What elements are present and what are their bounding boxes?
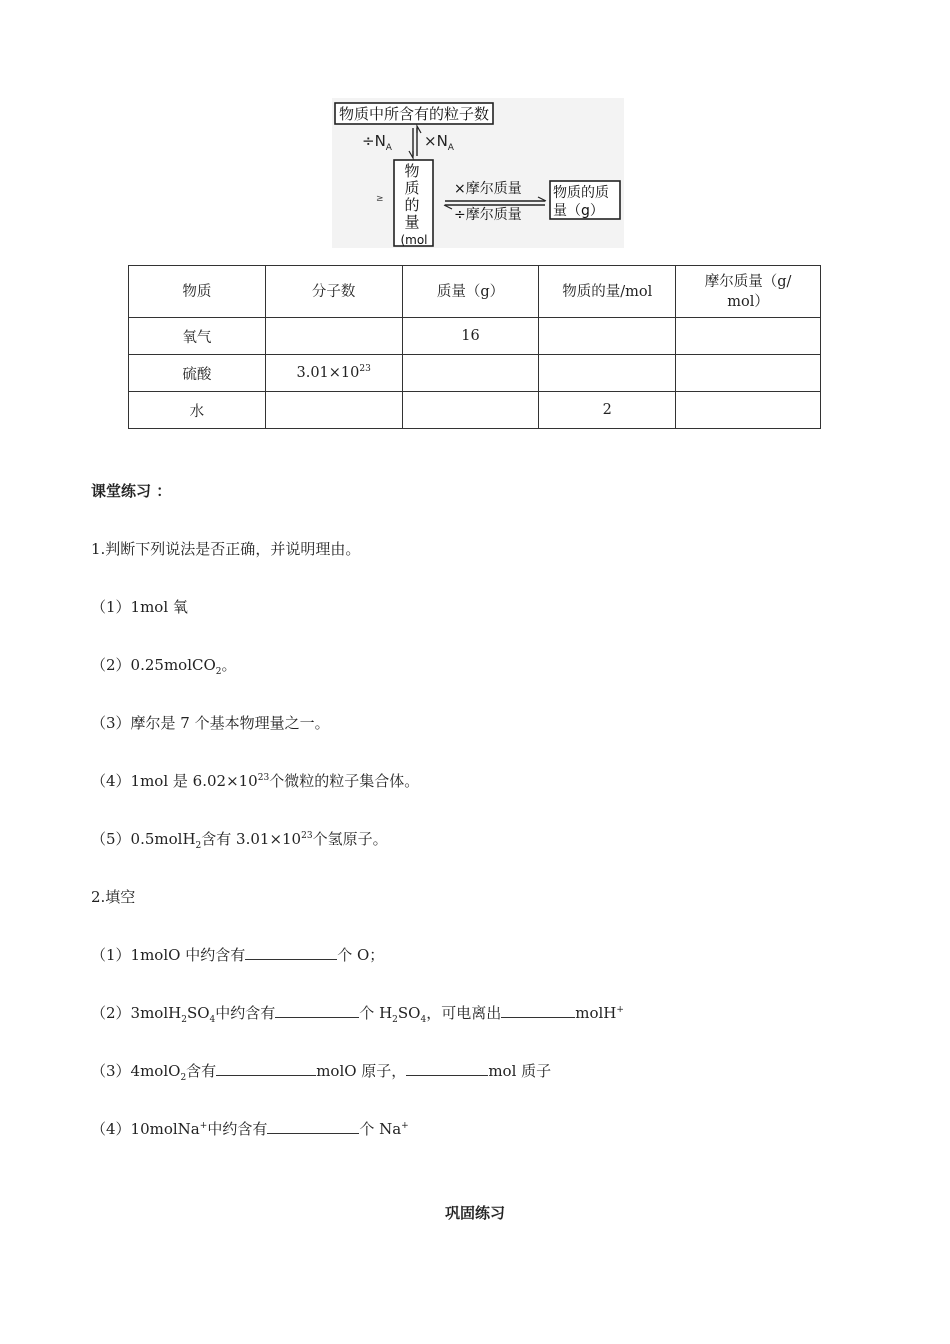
section-title-consolidation: 巩固练习 <box>444 1204 505 1222</box>
amount-box-line: 量 <box>404 213 420 231</box>
amount-box-line: 的 <box>404 196 420 214</box>
q1-item-1: （1）1mol 氧 <box>91 598 188 616</box>
table-row <box>129 355 821 392</box>
table-cell <box>265 318 402 355</box>
table-cell <box>539 318 676 355</box>
table-cell <box>402 355 539 392</box>
mul-molar-label: ×摩尔质量 <box>454 181 522 197</box>
div-na-label: $\div N_A$ <box>362 132 392 153</box>
table-cell: 水 <box>129 392 266 429</box>
q1-item-3: （3）摩尔是 7 个基本物理量之一。 <box>91 714 330 732</box>
table-cell: 2 <box>539 392 676 429</box>
q1-item-2: （2）0.25molCO$_2$。 <box>91 656 237 677</box>
question-1-title: 1.判断下列说法是否正确，并说明理由。 <box>91 540 361 558</box>
substance-table <box>128 265 821 429</box>
answer-blank[interactable] <box>245 945 337 960</box>
q2-item-2: $(2)3molH_2SO_4$中约含有 个 $H_2SO_4$，可电离出 molH+ <box>91 1004 624 1025</box>
table-cell <box>265 392 402 429</box>
conversion-diagram <box>332 98 624 248</box>
table-cell <box>676 318 821 355</box>
div-molar-label: ÷摩尔质量 <box>454 207 522 223</box>
mul-na-label: $\times N_A$ <box>424 132 454 153</box>
table-cell: 硫酸 <box>129 355 266 392</box>
amount-box-line: 质 <box>404 179 420 197</box>
q2-item-1: （1）1molO 中约含有 个 O； <box>91 946 385 964</box>
table-cell: $3.01\times 10^{23}$ <box>265 355 402 392</box>
table-cell <box>676 392 821 429</box>
answer-blank[interactable] <box>216 1061 316 1076</box>
table-header-row <box>129 266 821 318</box>
answer-blank[interactable] <box>267 1119 359 1134</box>
amount-box-line: (mol <box>400 233 428 247</box>
table-cell <box>539 355 676 392</box>
header-cell: 摩尔质量（g/ mol） <box>676 266 821 318</box>
particles-box-label: 物质中所含有的粒子数 <box>338 105 490 123</box>
answer-blank[interactable] <box>406 1061 488 1076</box>
table-cell: 氧气 <box>129 318 266 355</box>
q2-item-4: （4）10molNa+中约含有 个 Na+ <box>91 1120 409 1138</box>
q1-item-4: （4）1mol 是 $6.02\times 10^{23}$个微粒的粒子集合体。 <box>91 772 420 790</box>
svg-text:≥: ≥ <box>376 194 384 204</box>
header-cell: 物质 <box>129 266 266 318</box>
header-cell: 物质的量/mol <box>539 266 676 318</box>
q2-item-3: （3）4molO$_2$含有 molO 原子， mol 质子 <box>91 1062 552 1083</box>
answer-blank[interactable] <box>501 1003 575 1018</box>
amount-box-line: 物 <box>404 162 420 180</box>
section-title-classroom: 课堂练习 ： <box>91 482 172 500</box>
q1-item-5: （5）0.5molH$_2$含有 $3.01\times 10^{23}$个氢原子。 <box>91 830 388 851</box>
table-row <box>129 318 821 355</box>
table-cell <box>676 355 821 392</box>
header-cell: 分子数 <box>265 266 402 318</box>
table-row <box>129 392 821 429</box>
answer-blank[interactable] <box>275 1003 359 1018</box>
mass-box-line: 物质的质 <box>553 185 609 201</box>
question-2-title: 2.填空 <box>91 888 136 906</box>
table-cell <box>402 392 539 429</box>
table-cell: 16 <box>402 318 539 355</box>
mass-box-line: 量（g） <box>553 203 604 219</box>
header-cell: 质量（g） <box>402 266 539 318</box>
